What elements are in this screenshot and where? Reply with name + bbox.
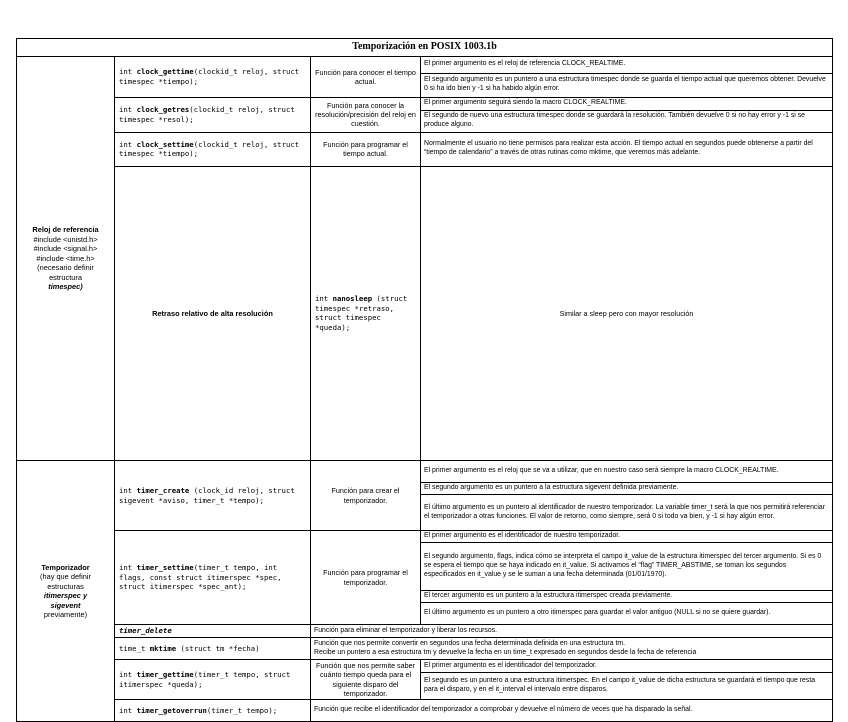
function-name: timer_getoverrun [136,705,207,715]
function-name: mktime [149,643,177,653]
category-sub-line: itimerspec y [43,591,88,601]
function-signature: int timer_gettime(timer_t tempo, struct itimerspec *queda); [115,660,311,700]
function-detail: El último argumento es un puntero al identificador de nuestro temporizador. La variable timer_t será la que nos permitirá referenciar el temporizador a otras funciones. El valor de retorno, como siempre, será 0 si todo va bien, y -1 si hay algún error. [421,495,833,531]
summary-line: Recibe un puntero a esa estructura tm y devuelve la fecha en un time_t expresado en segundos desde la fecha de referencia [314,648,697,656]
category-sub-line: estructura [49,272,82,282]
category-title: Reloj de referencia [32,225,99,235]
function-summary [311,638,833,660]
function-name: timer_delete [119,626,172,636]
category-retraso: Retraso relativo de alta resolución [115,166,311,460]
function-signature: int timer_create (clock_id reloj, struct sigevent *aviso, timer_t *tempo); [115,461,311,531]
function-signature: int nanosleep (struct timespec *retraso, struct timespec *queda); [311,166,421,460]
function-detail: El segundo argumento es un puntero a la estructura sigevent definida previamente. [421,483,833,495]
function-signature: int timer_getoverrun(timer_t tempo); [115,700,311,722]
function-detail: El segundo de nuevo una estructura timespec donde se guardará la resolución. También devuelve 0 si no hay error y -1 si se produce alguno. [421,110,833,132]
function-signature: int clock_getres(clockid_t reloj, struct timespec *resol); [115,97,311,132]
function-detail: El segundo argumento es un puntero a una estructura timespec donde se guarda el tiempo actual que queremos obtener. Devuelve 0 si ha ido bien y -1 si ha habido algún error. [421,73,833,97]
function-signature: time_t mktime (struct tm *fecha) [115,638,311,660]
function-summary: Función que recibe el identificador del temporizador a comprobar y devuelve el número de veces que ha disparado la señal. [311,700,833,722]
function-detail: El primer argumento es el identificador de nuestro temporizador. [421,531,833,543]
function-summary: Función para conocer el tiempo actual. [311,56,421,97]
function-name: timer_settime [136,563,194,573]
table-title: Temporización en POSIX 1003.1b [17,39,833,57]
category-sub-line: (necesario definir [37,263,94,273]
function-summary: Similar a sleep pero con mayor resolución [421,166,833,460]
function-detail: Normalmente el usuario no tiene permisos para realizar esta acción. El tiempo actual en segundos puede obtenerse a partir del “tiempo de calendario” a través de otras rutinas como mktime, que veremos más adelante. [421,132,833,166]
function-detail: El primer argumento seguirá siendo la macro CLOCK_REALTIME. [421,97,833,110]
function-name: clock_getres [136,105,190,115]
function-detail: El primer argumento es el identificador del temporizador. [421,660,833,673]
function-detail: El segundo argumento, flags, indica cómo se interpreta el campo it_value de la estructura itimerspec del tercer argumento. Si es 0 se espera el tiempo que se haya indicado en it_value. Si activamos el “flag” TIMER_ABSTIME, se toman los segundos especificados en it_value y se le suman a una fecha determinada (01/01/1970). [421,543,833,591]
function-name: clock_gettime [136,67,194,77]
function-name: timer_create [136,486,190,496]
function-detail: El primer argumento es el reloj de referencia CLOCK_REALTIME. [421,56,833,73]
function-name: timer_gettime [136,670,194,680]
function-detail: El último argumento es un puntero a otro itimerspec para guardar el valor antiguo (NULL si no se quiere guardar). [421,603,833,625]
category-sub-line: #include <time.h> [36,253,95,263]
document-page [16,38,832,722]
function-summary: Función para programar el temporizador. [311,531,421,625]
function-summary: Función para crear el temporizador. [311,461,421,531]
summary-line: Función que nos permite convertir en segundos una fecha determinada definida en una estructura tm. [314,639,626,647]
function-detail: El primer argumento es el reloj que se va a utilizar, que en nuestro caso será siempre la macro CLOCK_REALTIME. [421,461,833,483]
function-summary: Función que nos permite saber cuánto tiempo queda para el siguiente disparo del temporizador. [311,660,421,700]
function-summary: Función para programar el tiempo actual. [311,132,421,166]
category-sub-line: #include <signal.h> [33,244,98,254]
category-title: Temporizador [41,562,90,572]
category-sub-line: #include <unistd.h> [33,234,98,244]
category-sub-line: (hay que definir [40,572,91,582]
function-signature: int clock_gettime(clockid_t reloj, struct timespec *tiempo); [115,56,311,97]
category-reloj-referencia [17,56,115,460]
function-name: clock_settime [136,139,194,149]
category-sub-line: previamente) [43,610,88,619]
function-name: nanosleep [332,294,373,304]
function-signature [115,625,311,638]
function-summary: Función para conocer la resolución/precisión del reloj en cuestión. [311,97,421,132]
function-signature: int timer_settime(timer_t tempo, int flags, const struct itimerspec *spec, struct itimerspec *spec_ant); [115,531,311,625]
category-sub-line: timespec) [48,282,83,292]
posix-timing-table [16,38,833,722]
function-detail: El tercer argumento es un puntero a la estructura itimerspec creada previamente. [421,591,833,603]
function-signature: int clock_settime(clockid_t reloj, struct timespec *tiempo); [115,132,311,166]
function-detail: El segundo es un puntero a una estructura itimerspec. En el campo it_value de dicha estructura se guardará el tiempo que resta para el disparo, y en el it_interval el intervalo entre disparos. [421,672,833,699]
category-sub-line: estructuras [47,581,84,591]
function-summary: Función para eliminar el temporizador y liberar los recursos. [311,625,833,638]
category-temporizador [17,461,115,722]
category-sub-line: sigevent [50,600,81,610]
